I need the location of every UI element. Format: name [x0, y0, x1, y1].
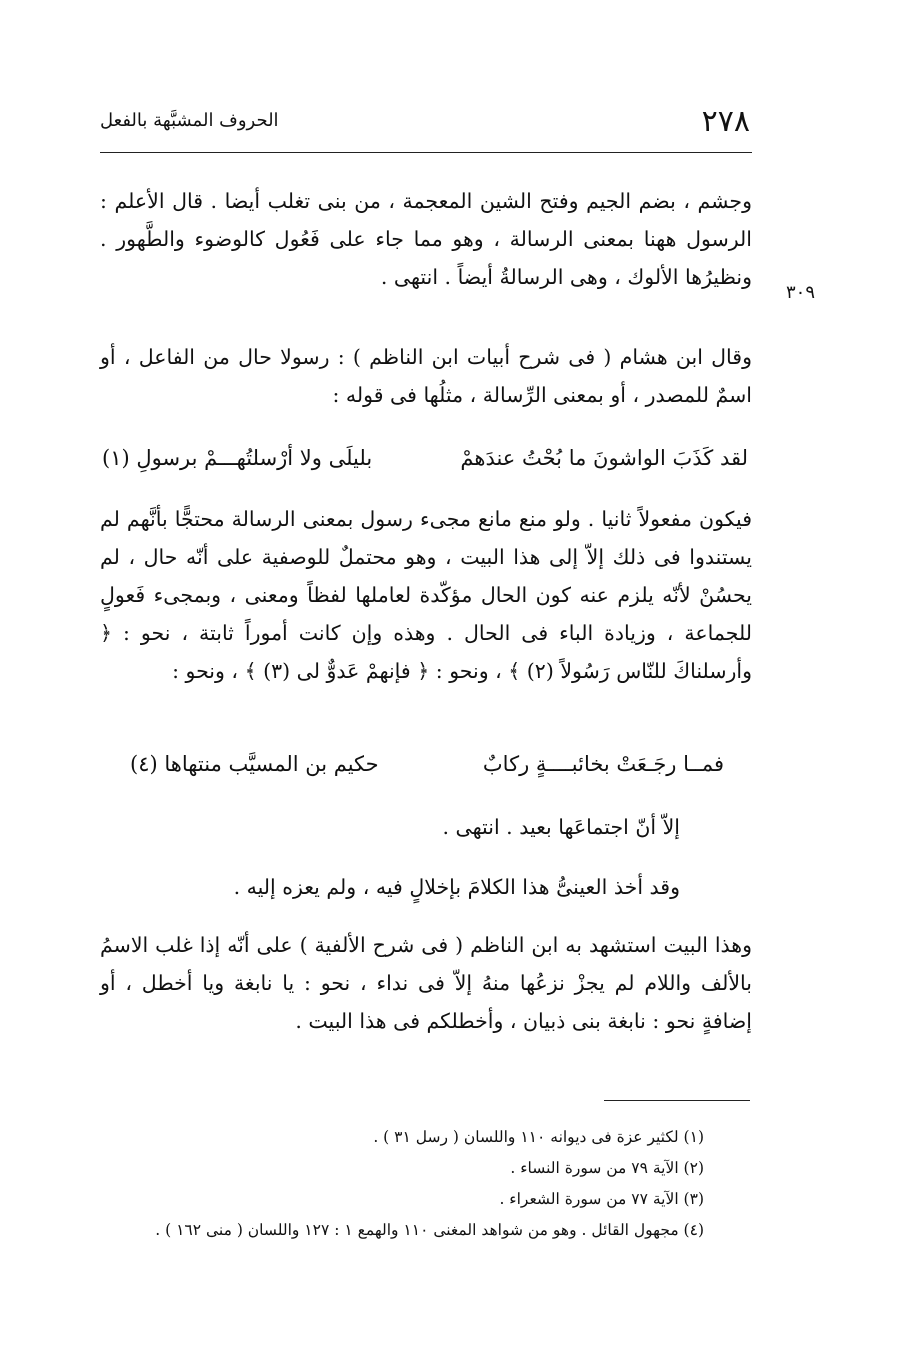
paragraph-text: وجشم ، بضم الجيم وفتح الشين المعجمة ، من بنى تغلب أيضا . قال الأعلم : الرسول ههنا بمعنى الرسالة ، وهو مما جاء على فَعُول كالوضوء والطَّهور . ونظيرُها الألوك ، وهى الرسالةُ أيضاً . انتهى . [100, 189, 752, 289]
verse-2-first-hemistich: فمــا رجَـعَتْ بخائبــــةٍ ركابٌ [482, 752, 724, 776]
continuation-line-1: إلاّ أنّ اجتماعَها بعيد . انتهى . [442, 815, 680, 839]
paragraph-3 [100, 500, 752, 690]
verse-2-second-hemistich: حكيم بن المسيَّب منتهاها (٤) [130, 752, 379, 776]
verse-1-first-hemistich: لقد كَذَبَ الواشونَ ما بُحْتُ عندَهمْ [460, 446, 748, 470]
verse-1-second-hemistich: بليلَى ولا أرْسلتُهـــمْ برسولِ (١) [102, 446, 373, 470]
paragraph-text: وهذا البيت استشهد به ابن الناظم ( فى شرح الألفية ) على أنّه إذا غلب الاسمُ بالألف واللام لم يجزْ نزعُها منهُ إلاّ فى نداء ، نحو : يا نابغة ويا أخطل ، أو إضافةٍ نحو : نابغة بنى ذبيان ، وأخطلكم فى هذا البيت . [100, 933, 752, 1033]
page-number: ٢٧٨ [701, 104, 750, 139]
footnote-3: (٣) الآية ٧٧ من سورة الشعراء . [499, 1190, 704, 1208]
footnote-divider [604, 1100, 750, 1101]
paragraph-text: فيكون مفعولاً ثانيا . ولو منع مانع مجىء رسول بمعنى الرسالة محتجًّا بأنَّهم لم يستندوا فى ذلك إلاّ إلى هذا البيت ، وهو محتملٌ للوصفية على أنّه حال ، لم يحسُنْ لأنّه يلزم عنه كون الحال مؤكّدة لعاملها لفظاً ومعنى ، وبمجىء فَعولٍ للجماعة ، وزيادة الباء فى الحال . وهذه وإن كانت أموراً ثابتة ، نحو : ﴿ وأرسلناكَ للنّاس رَسُولاً (٢) ﴾ ، ونحو : ﴿ فإنهمْ عَدوٌّ لى (٣) ﴾ ، ونحو : [100, 507, 752, 683]
footnotes [100, 1122, 704, 1246]
paragraph-4 [100, 926, 752, 1040]
paragraph-text: وقال ابن هشام ( فى شرح أبيات ابن الناظم ) : رسولا حال من الفاعل ، أو اسمٌ للمصدر ، أو بمعنى الرِّسالة ، مثلُها فى قوله : [100, 345, 752, 407]
paragraph-2 [100, 338, 752, 414]
paragraph-1 [100, 182, 752, 296]
chapter-title: الحروف المشبَّهة بالفعل [100, 110, 279, 131]
footnote-4: (٤) مجهول القائل . وهو من شواهد المغنى ١١٠ والهمع ١ : ١٢٧ واللسان ( منى ١٦٢ ) . [155, 1221, 704, 1239]
footnote-1: (١) لكثير عزة فى ديوانه ١١٠ واللسان ( رسل ٣١ ) . [373, 1128, 704, 1146]
continuation-line-2: وقد أخذ العينىُّ هذا الكلامَ بإخلالٍ فيه ، ولم يعزه إليه . [233, 875, 680, 899]
running-header [100, 104, 750, 144]
margin-reference-number: ٣٠٩ [786, 282, 816, 303]
footnote-2: (٢) الآية ٧٩ من سورة النساء . [510, 1159, 704, 1177]
header-divider [100, 152, 752, 153]
